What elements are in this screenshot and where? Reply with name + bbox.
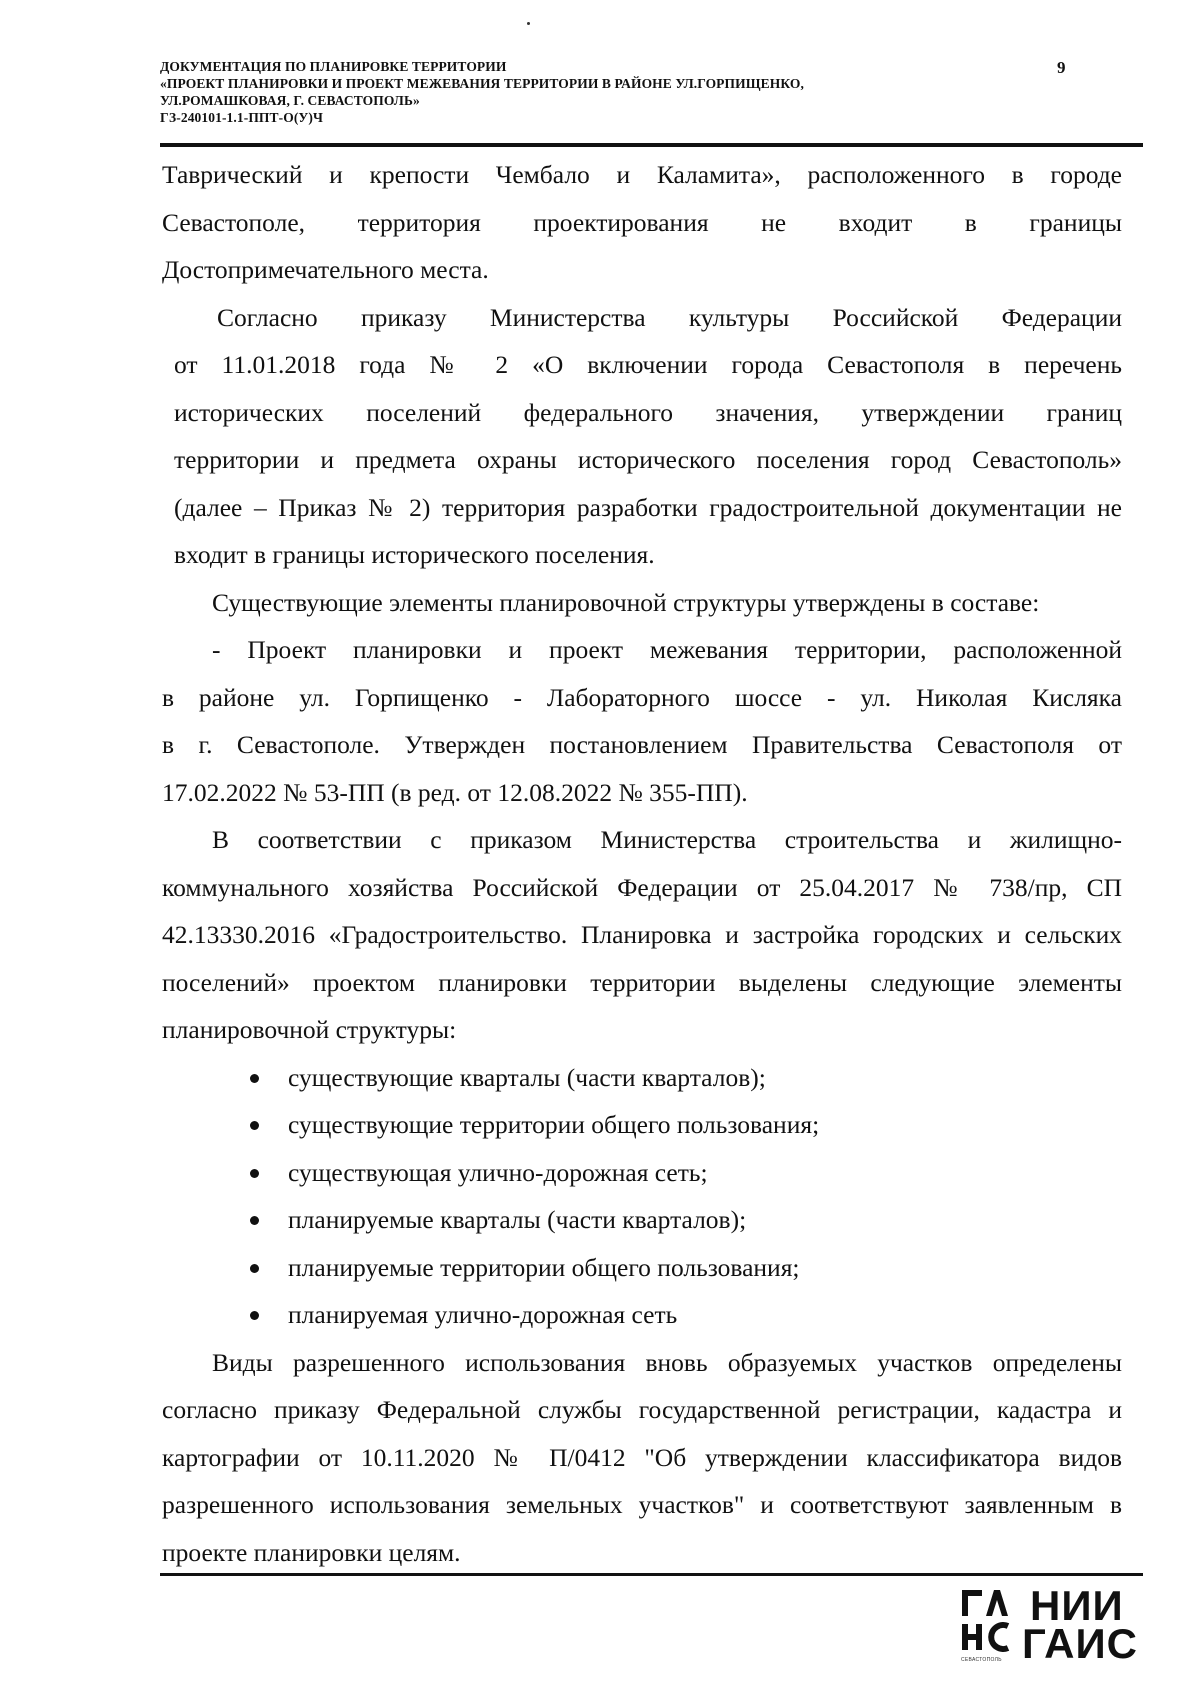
text-line: Согласно приказу Министерства культуры Российской Федерации <box>217 302 1122 332</box>
list-item <box>162 1196 1122 1244</box>
bullet-icon <box>250 1169 259 1178</box>
list-item <box>162 1101 1122 1149</box>
text-line: согласно приказу Федеральной службы государственной регистрации, кадастра и <box>162 1395 1122 1424</box>
list-item-text: планируемая улично-дорожная сеть <box>288 1300 678 1329</box>
header-line-2: «ПРОЕКТ ПЛАНИРОВКИ И ПРОЕКТ МЕЖЕВАНИЯ ТЕРРИТОРИИ В РАЙОНЕ УЛ.ГОРПИЩЕНКО, <box>160 76 804 91</box>
text-line: Виды разрешенного использования вновь образуемых участков определены <box>212 1347 1122 1377</box>
bullet-icon <box>250 1074 259 1083</box>
text-line: планировочной структуры: <box>162 1015 457 1044</box>
page-number: 9 <box>1057 58 1066 77</box>
list-item-text: планируемые территории общего пользования; <box>288 1252 800 1282</box>
list-item-text: существующие территории общего пользования; <box>288 1110 820 1139</box>
text-line: поселений» проектом планировки территории выделены следующие элементы <box>162 967 1122 997</box>
text-line: 42.13330.2016 «Градостроительство. Планировка и застройка городских и сельских <box>162 920 1122 949</box>
list-item-text: существующая улично-дорожная сеть; <box>288 1157 708 1187</box>
list-item-text: существующие кварталы (части кварталов); <box>288 1062 766 1092</box>
bullet-icon <box>250 1216 259 1225</box>
logo-text-line-2: ГАИС <box>1022 1620 1139 1667</box>
text-line: (далее – Приказ № 2) территория разработки градостроительной документации не <box>174 492 1122 522</box>
list-item-text: планируемые кварталы (части кварталов); <box>288 1205 747 1234</box>
bullet-icon <box>250 1264 259 1273</box>
logo-subtitle: СЕВАСТОПОЛЬ <box>961 1657 1002 1663</box>
header-divider <box>160 143 1143 147</box>
text-line: В соответствии с приказом Министерства строительства и жилищно- <box>212 825 1122 854</box>
text-line: территории и предмета охраны исторического поселения город Севастополь» <box>174 445 1122 474</box>
document-header <box>160 58 1060 126</box>
text-line: разрешенного использования земельных участков" и соответствуют заявленным в <box>162 1490 1122 1519</box>
document-body <box>162 151 1122 1576</box>
list-item <box>162 1244 1122 1292</box>
text-line: - Проект планировки и проект межевания территории, расположенной <box>212 635 1122 664</box>
header-line-4: ГЗ-240101-1.1-ППТ-О(У)Ч <box>160 110 324 125</box>
organization-logo <box>960 1582 1150 1667</box>
text-line: Достопримечательного места. <box>162 255 489 284</box>
text-line: коммунального хозяйства Российской Федерации от 25.04.2017 № 738/пр, СП <box>162 872 1122 902</box>
logo-text-line-1: НИИ <box>1030 1582 1124 1629</box>
text-line: проекте планировки целям. <box>162 1537 461 1567</box>
bullet-icon <box>250 1121 259 1130</box>
list-item <box>162 1291 1122 1339</box>
text-line: входит в границы исторического поселения. <box>174 540 655 569</box>
text-line: Таврический и крепости Чембало и Каламита», расположенного в городе <box>162 160 1122 189</box>
text-line: в районе ул. Горпищенко - Лабораторного шоссе - ул. Николая Кисляка <box>162 682 1122 712</box>
list-item <box>162 1054 1122 1102</box>
text-line: Существующие элементы планировочной структуры утверждены в составе: <box>212 587 1040 617</box>
scan-speck <box>527 22 530 25</box>
header-line-3: УЛ.РОМАШКОВАЯ, Г. СЕВАСТОПОЛЬ» <box>160 93 420 108</box>
list-item <box>162 1149 1122 1197</box>
text-line: Севастополе, территория проектирования не входит в границы <box>162 207 1122 237</box>
text-line: картографии от 10.11.2020 № П/0412 "Об утверждении классификатора видов <box>162 1442 1122 1472</box>
footer-divider <box>160 1573 1143 1576</box>
header-line-1: ДОКУМЕНТАЦИЯ ПО ПЛАНИРОВКЕ ТЕРРИТОРИИ <box>160 59 507 74</box>
text-line: в г. Севастополе. Утвержден постановлением Правительства Севастополя от <box>162 730 1122 759</box>
text-line: от 11.01.2018 года № 2 «О включении города Севастополя в перечень <box>174 350 1122 379</box>
text-line: 17.02.2022 № 53-ПП (в ред. от 12.08.2022 № 355-ПП). <box>162 777 748 807</box>
logo-mark-icon <box>960 1586 1012 1656</box>
text-line: исторических поселений федерального значения, утверждении границ <box>174 397 1122 427</box>
bullet-icon <box>250 1311 259 1320</box>
